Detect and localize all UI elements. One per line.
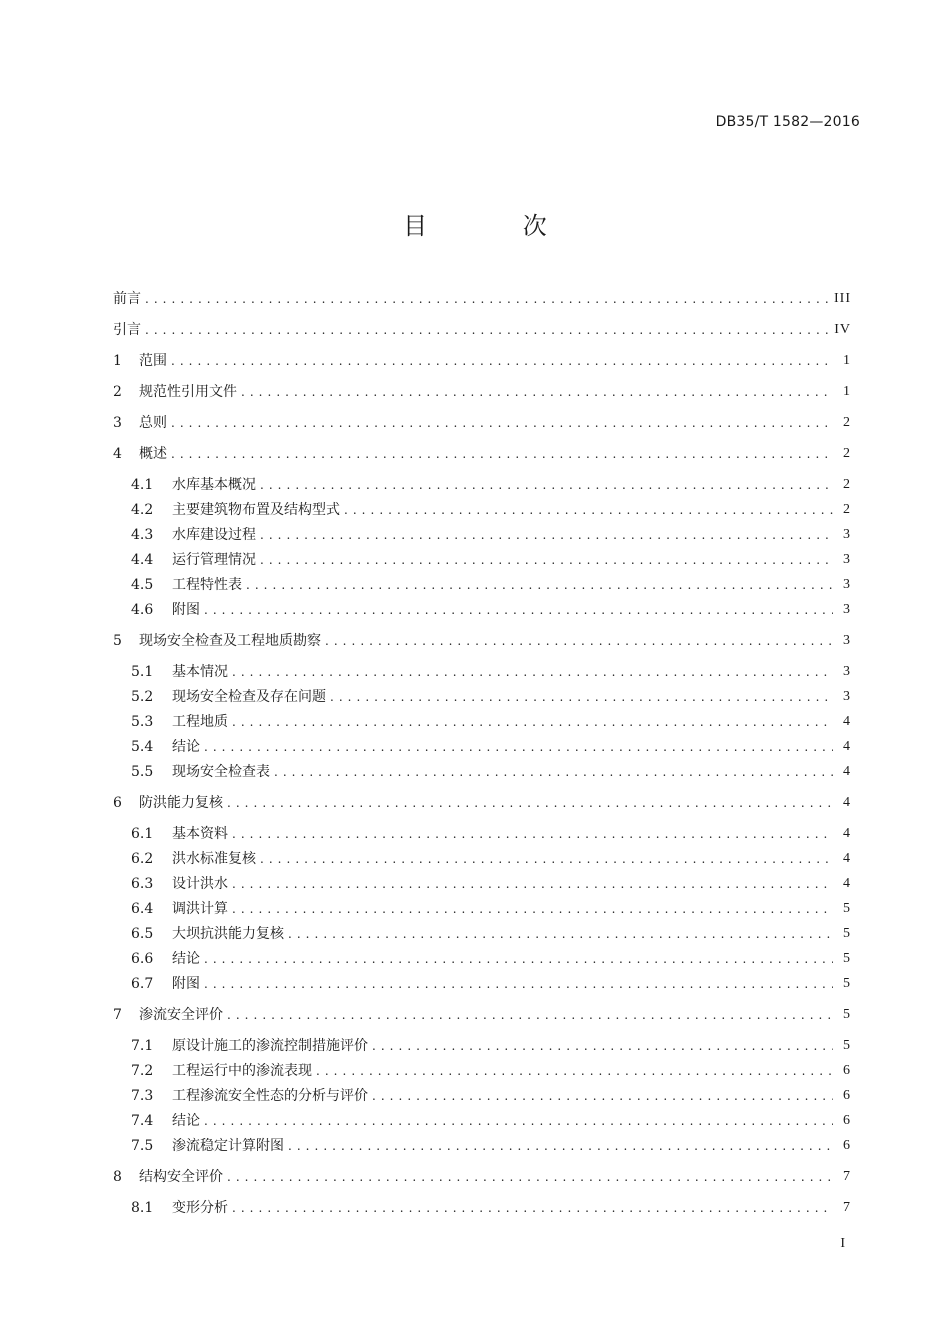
toc-entry-page: 3	[843, 689, 851, 704]
toc-dot-leader	[145, 288, 828, 310]
toc-entry[interactable]	[131, 736, 851, 758]
toc-entry-page: 6	[843, 1063, 851, 1078]
toc-entry-title: 主要建筑物布置及结构型式	[172, 502, 340, 518]
toc-entry[interactable]	[131, 549, 851, 571]
toc-entry-page: 3	[843, 664, 851, 679]
toc-entry-page: IV	[834, 322, 851, 337]
toc-dot-leader	[288, 1135, 833, 1157]
toc-entry-page: 6	[843, 1113, 851, 1128]
toc-entry-page: 3	[843, 577, 851, 592]
toc-entry[interactable]	[131, 499, 851, 521]
toc-entry-title: 设计洪水	[172, 876, 228, 892]
toc-entry-title: 现场安全检查表	[172, 764, 270, 780]
toc-entry[interactable]	[113, 350, 851, 372]
toc-entry-number: 3	[113, 415, 122, 431]
toc-entry-page: 2	[843, 502, 851, 517]
toc-entry-title: 防洪能力复核	[139, 795, 223, 811]
toc-entry-number: 5.2	[131, 689, 154, 705]
toc-entry-number: 2	[113, 384, 122, 400]
toc-entry-page: 5	[843, 951, 851, 966]
toc-entry-title: 运行管理情况	[172, 552, 256, 568]
toc-entry[interactable]	[131, 524, 851, 546]
toc-entry-title: 水库建设过程	[172, 527, 256, 543]
toc-dot-leader	[204, 973, 833, 995]
toc-entry[interactable]	[113, 1166, 851, 1188]
page-title: 目 次	[403, 212, 591, 240]
toc-entry-page: 5	[843, 901, 851, 916]
toc-entry[interactable]	[131, 1085, 851, 1107]
toc-entry-number: 7.4	[131, 1113, 154, 1129]
toc-dot-leader	[204, 948, 833, 970]
toc-entry[interactable]	[131, 1135, 851, 1157]
toc-entry-title: 结论	[172, 951, 200, 967]
toc-entry-title: 工程地质	[172, 714, 228, 730]
toc-entry[interactable]	[113, 443, 851, 465]
toc-entry-title: 附图	[172, 602, 200, 618]
toc-dot-leader	[260, 549, 833, 571]
toc-dot-leader	[171, 443, 833, 465]
toc-entry-page: 7	[843, 1200, 851, 1215]
toc-entry-number: 7	[113, 1007, 122, 1023]
toc-entry-number: 7.3	[131, 1088, 154, 1104]
toc-dot-leader	[232, 661, 833, 683]
toc-entry-number: 7.1	[131, 1038, 154, 1054]
toc-entry[interactable]	[131, 948, 851, 970]
toc-entry-number: 4.5	[131, 577, 154, 593]
page-number: I	[840, 1236, 845, 1251]
toc-entry-title: 前言	[113, 291, 141, 307]
toc-entry[interactable]	[131, 973, 851, 995]
toc-entry-title: 总则	[139, 415, 167, 431]
toc-entry-number: 6.4	[131, 901, 154, 917]
document-code: DB35/T 1582—2016	[715, 114, 860, 130]
toc-entry-page: 7	[843, 1169, 851, 1184]
toc-dot-leader	[344, 499, 833, 521]
toc-dot-leader	[260, 524, 833, 546]
toc-entry-title: 现场安全检查及工程地质勘察	[139, 633, 321, 649]
toc-entry[interactable]	[131, 761, 851, 783]
toc-entry[interactable]	[131, 474, 851, 496]
toc-dot-leader	[288, 923, 833, 945]
toc-entry-number: 6.3	[131, 876, 154, 892]
toc-entry-title: 渗流稳定计算附图	[172, 1138, 284, 1154]
toc-entry-title: 范围	[139, 353, 167, 369]
toc-entry[interactable]	[131, 599, 851, 621]
toc-dot-leader	[372, 1035, 833, 1057]
toc-entry-title: 渗流安全评价	[139, 1007, 223, 1023]
toc-entry-title: 基本情况	[172, 664, 228, 680]
toc-entry[interactable]	[131, 686, 851, 708]
toc-entry-title: 附图	[172, 976, 200, 992]
toc-dot-leader	[232, 823, 833, 845]
toc-entry[interactable]	[131, 1197, 851, 1219]
toc-entry-number: 4	[113, 446, 122, 462]
toc-entry-title: 引言	[113, 322, 141, 338]
toc-entry-page: 5	[843, 926, 851, 941]
toc-entry-title: 基本资料	[172, 826, 228, 842]
toc-dot-leader	[260, 848, 833, 870]
toc-entry[interactable]	[131, 711, 851, 733]
toc-dot-leader	[325, 630, 833, 652]
toc-dot-leader	[274, 761, 833, 783]
toc-entry-title: 概述	[139, 446, 167, 462]
toc-entry-number: 4.3	[131, 527, 154, 543]
toc-entry-title: 结论	[172, 739, 200, 755]
toc-entry[interactable]	[131, 823, 851, 845]
toc-dot-leader	[227, 1166, 833, 1188]
toc-entry-page: 5	[843, 976, 851, 991]
toc-entry-page: 4	[843, 739, 851, 754]
toc-entry-number: 6.2	[131, 851, 154, 867]
toc-entry-number: 6.1	[131, 826, 154, 842]
toc-dot-leader	[204, 1110, 833, 1132]
toc-dot-leader	[171, 350, 833, 372]
toc-entry-page: 6	[843, 1088, 851, 1103]
toc-entry-page: 3	[843, 527, 851, 542]
toc-entry-title: 大坝抗洪能力复核	[172, 926, 284, 942]
toc-entry-page: III	[834, 291, 851, 306]
toc-entry-number: 5.3	[131, 714, 154, 730]
toc-dot-leader	[372, 1085, 833, 1107]
toc-dot-leader	[241, 381, 833, 403]
toc-entry[interactable]	[131, 848, 851, 870]
toc-dot-leader	[227, 792, 833, 814]
toc-entry-page: 4	[843, 826, 851, 841]
toc-entry-number: 4.6	[131, 602, 154, 618]
toc-entry-page: 2	[843, 415, 851, 430]
toc-dot-leader	[227, 1004, 833, 1026]
toc-entry-number: 4.1	[131, 477, 154, 493]
toc-entry-page: 4	[843, 851, 851, 866]
toc-entry-title: 结论	[172, 1113, 200, 1129]
toc-entry-number: 5.1	[131, 664, 154, 680]
toc-entry[interactable]	[113, 319, 851, 341]
toc-dot-leader	[246, 574, 833, 596]
toc-entry[interactable]	[131, 873, 851, 895]
toc-entry[interactable]	[113, 381, 851, 403]
toc-dot-leader	[232, 711, 833, 733]
toc-dot-leader	[171, 412, 833, 434]
toc-entry-number: 6.6	[131, 951, 154, 967]
toc-entry-title: 变形分析	[172, 1200, 228, 1216]
toc-dot-leader	[145, 319, 828, 341]
toc-entry-number: 1	[113, 353, 122, 369]
toc-entry-page: 4	[843, 714, 851, 729]
toc-entry-page: 2	[843, 446, 851, 461]
toc-entry-number: 8	[113, 1169, 122, 1185]
toc-entry[interactable]	[131, 661, 851, 683]
toc-entry[interactable]	[113, 412, 851, 434]
toc-entry-title: 洪水标准复核	[172, 851, 256, 867]
toc-entry-title: 规范性引用文件	[139, 384, 237, 400]
toc-entry[interactable]	[131, 898, 851, 920]
toc-entry[interactable]	[113, 792, 851, 814]
toc-entry-page: 3	[843, 633, 851, 648]
toc-entry[interactable]	[131, 923, 851, 945]
toc-entry-number: 6	[113, 795, 122, 811]
toc-entry-page: 1	[843, 384, 851, 399]
toc-entry-page: 2	[843, 477, 851, 492]
toc-entry-page: 3	[843, 602, 851, 617]
toc-dot-leader	[204, 599, 833, 621]
toc-entry-page: 4	[843, 764, 851, 779]
toc-entry-page: 5	[843, 1007, 851, 1022]
toc-entry[interactable]	[113, 288, 851, 310]
toc-entry-page: 3	[843, 552, 851, 567]
toc-entry[interactable]	[113, 1004, 851, 1026]
toc-dot-leader	[232, 873, 833, 895]
toc-entry-title: 原设计施工的渗流控制措施评价	[172, 1038, 368, 1054]
toc-dot-leader	[260, 474, 833, 496]
toc-entry-page: 4	[843, 795, 851, 810]
toc-entry[interactable]	[131, 574, 851, 596]
toc-entry-title: 结构安全评价	[139, 1169, 223, 1185]
toc-entry-page: 1	[843, 353, 851, 368]
toc-entry[interactable]	[131, 1035, 851, 1057]
toc-entry[interactable]	[131, 1110, 851, 1132]
toc-dot-leader	[232, 898, 833, 920]
toc-entry-number: 7.5	[131, 1138, 154, 1154]
toc-entry-title: 水库基本概况	[172, 477, 256, 493]
toc-entry-number: 6.7	[131, 976, 154, 992]
toc-entry-number: 6.5	[131, 926, 154, 942]
toc-entry-title: 现场安全检查及存在问题	[172, 689, 326, 705]
toc-entry-number: 5.5	[131, 764, 154, 780]
toc-entry-page: 4	[843, 876, 851, 891]
toc-entry-number: 4.2	[131, 502, 154, 518]
toc-entry-page: 5	[843, 1038, 851, 1053]
toc-entry-title: 工程运行中的渗流表现	[172, 1063, 312, 1079]
toc-entry-number: 4.4	[131, 552, 154, 568]
toc-entry-number: 8.1	[131, 1200, 154, 1216]
toc-entry[interactable]	[131, 1060, 851, 1082]
toc-entry-number: 5.4	[131, 739, 154, 755]
toc-entry-title: 工程渗流安全性态的分析与评价	[172, 1088, 368, 1104]
toc-dot-leader	[204, 736, 833, 758]
toc-entry-title: 工程特性表	[172, 577, 242, 593]
toc-entry-page: 6	[843, 1138, 851, 1153]
toc-entry-title: 调洪计算	[172, 901, 228, 917]
toc-entry-number: 5	[113, 633, 122, 649]
toc-entry-number: 7.2	[131, 1063, 154, 1079]
toc-entry[interactable]	[113, 630, 851, 652]
toc-dot-leader	[316, 1060, 833, 1082]
toc-dot-leader	[330, 686, 833, 708]
toc-dot-leader	[232, 1197, 833, 1219]
